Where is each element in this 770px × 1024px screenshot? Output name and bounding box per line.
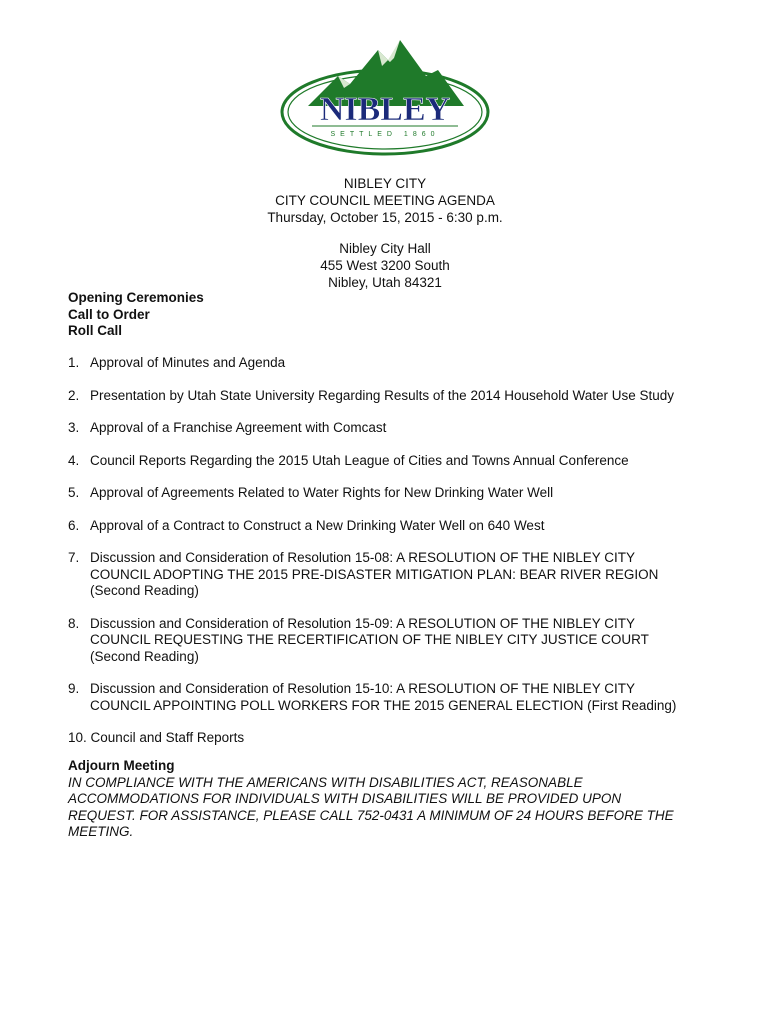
agenda-item [68, 550, 708, 600]
city-name: NIBLEY CITY [343, 176, 427, 191]
item-number: 4. [68, 452, 80, 468]
ada-notice-line: IN COMPLIANCE WITH THE AMERICANS WITH DISABILITIES ACT, REASONABLE [68, 774, 583, 790]
ada-notice-line: MEETING. [68, 824, 134, 839]
agenda-item [68, 420, 708, 437]
item-number: 8. [68, 615, 80, 631]
address-line: 455 West 3200 South [320, 258, 450, 273]
item-text: Discussion and Consideration of Resolution 15-09: A RESOLUTION OF THE NIBLEY CITY [90, 615, 635, 631]
item-text: Presentation by Utah State University Regarding Results of the 2014 Household Water Use Study [90, 387, 675, 403]
agenda-item [68, 453, 708, 470]
opening-item: Roll Call [68, 323, 123, 338]
logo-subtext: SETTLED 1860 [330, 131, 440, 138]
item-number: 3. [68, 420, 80, 435]
opening-item: Call to Order [68, 306, 150, 322]
item-text: (Second Reading) [90, 583, 199, 598]
item-number: 9. [68, 681, 80, 696]
agenda-item [68, 730, 708, 747]
item-text: Approval of Minutes and Agenda [90, 355, 286, 370]
item-text: Approval of Agreements Related to Water Rights for New Drinking Water Well [90, 485, 554, 500]
item-text: COUNCIL APPOINTING POLL WORKERS FOR THE 2015 GENERAL ELECTION (First Reading) [90, 697, 677, 713]
agenda-header [0, 175, 770, 226]
item-number: 6. [68, 517, 80, 533]
ada-notice-line: REQUEST. FOR ASSISTANCE, PLEASE CALL 752-0431 A MINIMUM OF 24 HOURS BEFORE THE [68, 807, 674, 823]
item-label: Council and Staff Reports [90, 730, 245, 745]
adjourn-title: Adjourn Meeting [68, 758, 175, 773]
item-text: (Second Reading) [90, 648, 199, 664]
item-number: 7. [68, 550, 80, 565]
address-line: Nibley, Utah 84321 [328, 275, 442, 290]
adjourn-section [68, 758, 718, 841]
item-text: COUNCIL REQUESTING THE RECERTIFICATION OF THE NIBLEY CITY JUSTICE COURT [90, 632, 649, 647]
agenda-item [68, 616, 708, 666]
item-number: 10. [68, 730, 87, 745]
agenda-title: CITY COUNCIL MEETING AGENDA [275, 193, 495, 208]
item-number: 5. [68, 485, 80, 500]
ada-notice-line: ACCOMMODATIONS FOR INDIVIDUALS WITH DISABILITIES WILL BE PROVIDED UPON [68, 791, 622, 806]
logo-text: NIBLEY [319, 91, 451, 128]
item-text [68, 730, 708, 747]
agenda-item [68, 388, 708, 405]
opening-section [68, 290, 204, 340]
nibley-logo [278, 36, 492, 156]
agenda-item [68, 681, 708, 714]
item-text: Council Reports Regarding the 2015 Utah League of Cities and Towns Annual Conference [90, 452, 629, 468]
agenda-item [68, 485, 708, 502]
meeting-address [0, 240, 770, 291]
item-text: COUNCIL ADOPTING THE 2015 PRE-DISASTER MITIGATION PLAN: BEAR RIVER REGION [90, 566, 659, 582]
item-text: Approval of a Contract to Construct a New Drinking Water Well on 640 West [90, 517, 545, 533]
item-number: 2. [68, 387, 80, 403]
item-text: Discussion and Consideration of Resolution 15-08: A RESOLUTION OF THE NIBLEY CITY [90, 550, 635, 565]
agenda-item [68, 518, 708, 535]
address-line: Nibley City Hall [339, 241, 431, 256]
item-text: Approval of a Franchise Agreement with Comcast [90, 420, 387, 435]
item-text: Discussion and Consideration of Resolution 15-10: A RESOLUTION OF THE NIBLEY CITY [90, 681, 635, 696]
opening-item: Opening Ceremonies [68, 290, 204, 305]
agenda-items [68, 355, 708, 763]
agenda-item [68, 355, 708, 372]
item-number: 1. [68, 355, 80, 370]
meeting-date: Thursday, October 15, 2015 - 6:30 p.m. [267, 210, 503, 225]
